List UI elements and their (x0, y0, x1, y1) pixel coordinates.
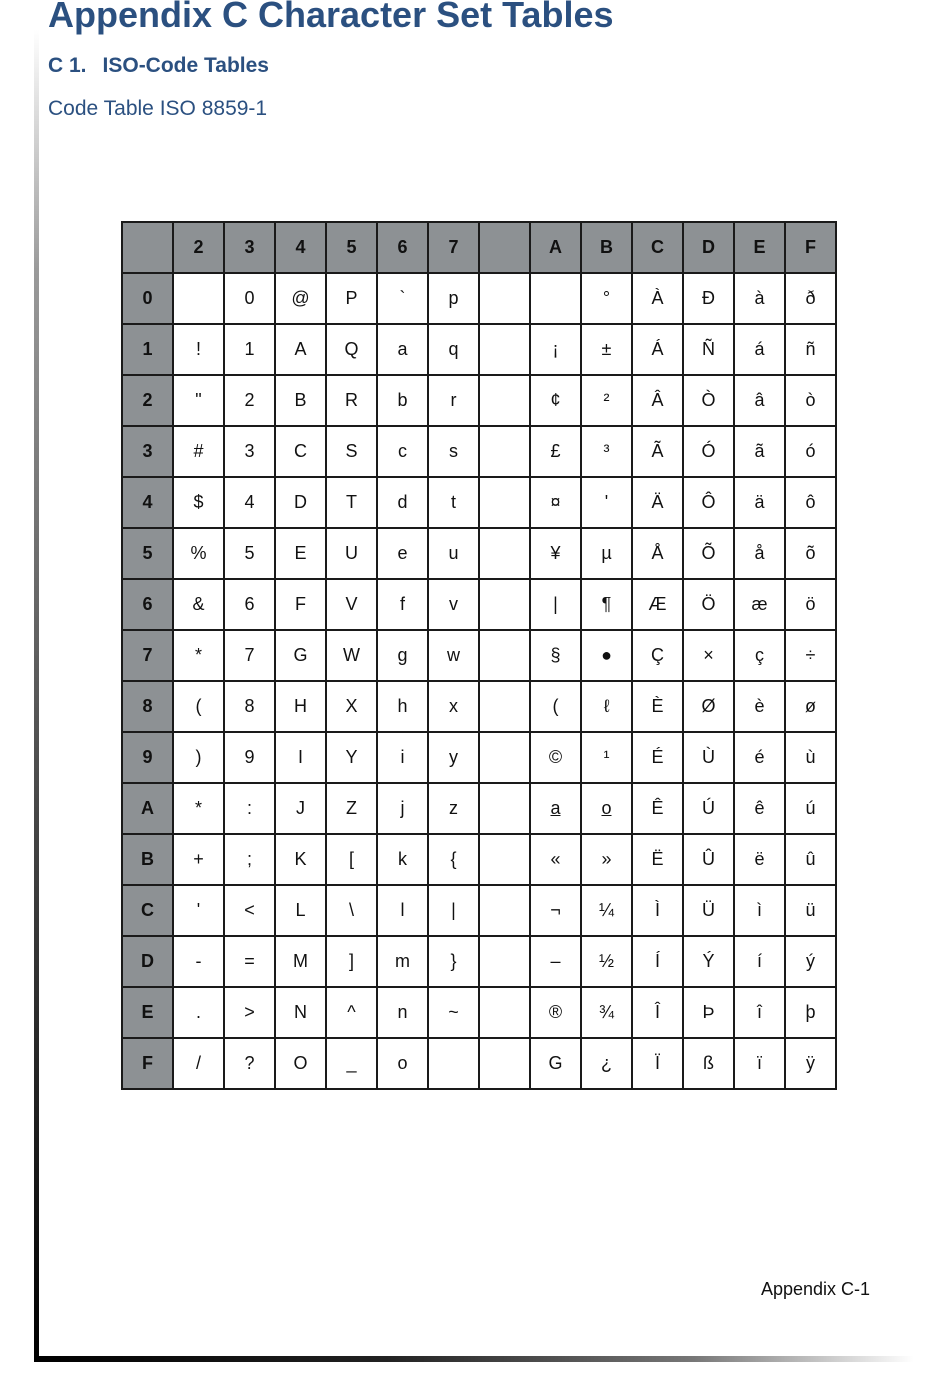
char-cell: a (377, 324, 428, 375)
char-cell (173, 273, 224, 324)
column-header: F (785, 222, 836, 273)
row-header: E (122, 987, 173, 1038)
row-header: D (122, 936, 173, 987)
char-cell: × (683, 630, 734, 681)
char-cell: < (224, 885, 275, 936)
char-cell: ^ (326, 987, 377, 1038)
char-cell: 7 (224, 630, 275, 681)
char-cell (479, 426, 530, 477)
table-row (122, 579, 836, 630)
char-cell: ó (785, 426, 836, 477)
char-cell: T (326, 477, 377, 528)
char-cell: « (530, 834, 581, 885)
char-cell: ¬ (530, 885, 581, 936)
section-heading (48, 54, 269, 78)
char-cell: . (173, 987, 224, 1038)
iso-8859-1-code-table (121, 221, 837, 1090)
row-header: 3 (122, 426, 173, 477)
char-cell: : (224, 783, 275, 834)
char-cell: Î (632, 987, 683, 1038)
char-cell: | (428, 885, 479, 936)
char-cell (479, 732, 530, 783)
corner-cell (122, 222, 173, 273)
char-cell: N (275, 987, 326, 1038)
char-cell: ² (581, 375, 632, 426)
table-row (122, 273, 836, 324)
char-cell: Í (632, 936, 683, 987)
row-header: 7 (122, 630, 173, 681)
char-cell: \ (326, 885, 377, 936)
page-footer: Appendix C-1 (761, 1279, 871, 1299)
row-header: 6 (122, 579, 173, 630)
char-cell: ÷ (785, 630, 836, 681)
char-cell: ä (734, 477, 785, 528)
char-cell: F (275, 579, 326, 630)
char-cell: G (530, 1038, 581, 1089)
char-cell: í (734, 936, 785, 987)
char-cell: ~ (428, 987, 479, 1038)
char-cell: z (428, 783, 479, 834)
char-cell: q (428, 324, 479, 375)
char-cell: + (173, 834, 224, 885)
char-cell: Ó (683, 426, 734, 477)
char-cell: " (173, 375, 224, 426)
char-cell: 1 (224, 324, 275, 375)
char-cell: 4 (224, 477, 275, 528)
char-cell: ú (785, 783, 836, 834)
char-cell: ● (581, 630, 632, 681)
char-cell: O (275, 1038, 326, 1089)
char-cell: § (530, 630, 581, 681)
column-header: 3 (224, 222, 275, 273)
char-cell: è (734, 681, 785, 732)
char-cell: t (428, 477, 479, 528)
char-cell: [ (326, 834, 377, 885)
char-cell: o (377, 1038, 428, 1089)
char-cell: r (428, 375, 479, 426)
char-cell: - (173, 936, 224, 987)
char-cell: Z (326, 783, 377, 834)
char-cell: d (377, 477, 428, 528)
char-cell: ÿ (785, 1038, 836, 1089)
char-cell: _ (326, 1038, 377, 1089)
table-row (122, 1038, 836, 1089)
char-cell: ° (581, 273, 632, 324)
char-cell: H (275, 681, 326, 732)
char-cell: Á (632, 324, 683, 375)
table-row (122, 783, 836, 834)
char-cell: 6 (224, 579, 275, 630)
char-cell: Ô (683, 477, 734, 528)
char-cell: ( (173, 681, 224, 732)
char-cell: R (326, 375, 377, 426)
char-cell: Â (632, 375, 683, 426)
char-cell: s (428, 426, 479, 477)
table-row (122, 426, 836, 477)
char-cell: 3 (224, 426, 275, 477)
char-cell: µ (581, 528, 632, 579)
row-header: F (122, 1038, 173, 1089)
char-cell: c (377, 426, 428, 477)
char-cell: I (275, 732, 326, 783)
char-cell: ü (785, 885, 836, 936)
char-cell: ' (581, 477, 632, 528)
char-cell: ¶ (581, 579, 632, 630)
char-cell: å (734, 528, 785, 579)
char-cell: 0 (224, 273, 275, 324)
char-cell: ì (734, 885, 785, 936)
char-cell: ± (581, 324, 632, 375)
char-cell: É (632, 732, 683, 783)
char-cell: L (275, 885, 326, 936)
char-cell: £ (530, 426, 581, 477)
char-cell: m (377, 936, 428, 987)
char-cell: Ý (683, 936, 734, 987)
char-cell: @ (275, 273, 326, 324)
char-cell: } (428, 936, 479, 987)
char-cell: * (173, 630, 224, 681)
char-cell: n (377, 987, 428, 1038)
char-cell: Q (326, 324, 377, 375)
char-cell: ¡ (530, 324, 581, 375)
char-cell: ß (683, 1038, 734, 1089)
table-header-row (122, 222, 836, 273)
row-header: C (122, 885, 173, 936)
char-cell: B (275, 375, 326, 426)
char-cell: ö (785, 579, 836, 630)
table-row (122, 885, 836, 936)
char-cell (530, 273, 581, 324)
column-header: D (683, 222, 734, 273)
char-cell: Ü (683, 885, 734, 936)
char-cell: ô (785, 477, 836, 528)
char-cell: õ (785, 528, 836, 579)
column-header: 5 (326, 222, 377, 273)
page-title: Appendix C Character Set Tables (48, 0, 614, 35)
column-header (479, 222, 530, 273)
char-cell (479, 783, 530, 834)
char-cell: ℓ (581, 681, 632, 732)
char-cell: > (224, 987, 275, 1038)
table-row (122, 834, 836, 885)
char-cell: ; (224, 834, 275, 885)
char-cell: 9 (224, 732, 275, 783)
table-row (122, 477, 836, 528)
char-cell: ¼ (581, 885, 632, 936)
char-cell: y (428, 732, 479, 783)
table-row (122, 324, 836, 375)
char-cell: P (326, 273, 377, 324)
char-cell (479, 1038, 530, 1089)
char-cell: G (275, 630, 326, 681)
char-cell: j (377, 783, 428, 834)
char-cell: { (428, 834, 479, 885)
char-cell: X (326, 681, 377, 732)
bottom-border-bar (34, 1356, 914, 1362)
char-cell: Ì (632, 885, 683, 936)
char-cell: æ (734, 579, 785, 630)
char-cell: D (275, 477, 326, 528)
row-header: 0 (122, 273, 173, 324)
char-cell: » (581, 834, 632, 885)
char-cell: ð (785, 273, 836, 324)
column-header: B (581, 222, 632, 273)
table-row (122, 528, 836, 579)
row-header: 5 (122, 528, 173, 579)
char-cell: þ (785, 987, 836, 1038)
char-cell: ñ (785, 324, 836, 375)
char-cell: ë (734, 834, 785, 885)
char-cell: î (734, 987, 785, 1038)
char-cell: v (428, 579, 479, 630)
char-cell: U (326, 528, 377, 579)
char-cell: Ò (683, 375, 734, 426)
char-cell: Ñ (683, 324, 734, 375)
char-cell: g (377, 630, 428, 681)
char-cell: Ö (683, 579, 734, 630)
char-cell: ý (785, 936, 836, 987)
char-cell: ¤ (530, 477, 581, 528)
table-row (122, 630, 836, 681)
char-cell: M (275, 936, 326, 987)
char-cell: ] (326, 936, 377, 987)
char-cell: k (377, 834, 428, 885)
char-cell: Ø (683, 681, 734, 732)
char-cell: ` (377, 273, 428, 324)
char-cell: p (428, 273, 479, 324)
char-cell: Y (326, 732, 377, 783)
row-header: A (122, 783, 173, 834)
char-cell: ? (224, 1038, 275, 1089)
char-cell: Ã (632, 426, 683, 477)
char-cell (479, 477, 530, 528)
char-cell: Ê (632, 783, 683, 834)
table-row (122, 987, 836, 1038)
char-cell: ø (785, 681, 836, 732)
column-header: A (530, 222, 581, 273)
char-cell: 8 (224, 681, 275, 732)
char-cell: ³ (581, 426, 632, 477)
char-cell: V (326, 579, 377, 630)
char-cell: é (734, 732, 785, 783)
char-cell: ' (173, 885, 224, 936)
char-cell: ¾ (581, 987, 632, 1038)
char-cell: E (275, 528, 326, 579)
row-header: 4 (122, 477, 173, 528)
char-cell: h (377, 681, 428, 732)
row-header: B (122, 834, 173, 885)
section-title: ISO-Code Tables (102, 54, 269, 77)
char-cell: = (224, 936, 275, 987)
char-cell: ¥ (530, 528, 581, 579)
char-cell: $ (173, 477, 224, 528)
char-cell: l (377, 885, 428, 936)
row-header: 9 (122, 732, 173, 783)
char-cell: w (428, 630, 479, 681)
table-row (122, 936, 836, 987)
char-cell: û (785, 834, 836, 885)
char-cell: / (173, 1038, 224, 1089)
char-cell: 5 (224, 528, 275, 579)
char-cell (479, 528, 530, 579)
char-cell: ç (734, 630, 785, 681)
char-cell: o (581, 783, 632, 834)
char-cell: W (326, 630, 377, 681)
char-cell: b (377, 375, 428, 426)
row-header: 1 (122, 324, 173, 375)
char-cell: J (275, 783, 326, 834)
char-cell: ¹ (581, 732, 632, 783)
char-cell: à (734, 273, 785, 324)
char-cell: Æ (632, 579, 683, 630)
char-cell: | (530, 579, 581, 630)
char-cell: Ï (632, 1038, 683, 1089)
char-cell: ¿ (581, 1038, 632, 1089)
section-number: C 1. (48, 54, 87, 77)
char-cell: ¢ (530, 375, 581, 426)
char-cell: f (377, 579, 428, 630)
char-cell: ã (734, 426, 785, 477)
char-cell: Û (683, 834, 734, 885)
char-cell: ) (173, 732, 224, 783)
char-cell: a (530, 783, 581, 834)
char-cell: © (530, 732, 581, 783)
row-header: 2 (122, 375, 173, 426)
char-cell: Þ (683, 987, 734, 1038)
char-cell: & (173, 579, 224, 630)
table-title: Code Table ISO 8859-1 (48, 97, 268, 120)
char-cell: À (632, 273, 683, 324)
char-cell: e (377, 528, 428, 579)
char-cell: A (275, 324, 326, 375)
char-cell: ê (734, 783, 785, 834)
column-header: 6 (377, 222, 428, 273)
char-cell (479, 987, 530, 1038)
column-header: 2 (173, 222, 224, 273)
char-cell: ù (785, 732, 836, 783)
char-cell: ò (785, 375, 836, 426)
column-header: E (734, 222, 785, 273)
char-cell: C (275, 426, 326, 477)
char-cell: K (275, 834, 326, 885)
char-cell: Ä (632, 477, 683, 528)
column-header: C (632, 222, 683, 273)
char-cell (479, 936, 530, 987)
column-header: 4 (275, 222, 326, 273)
row-header: 8 (122, 681, 173, 732)
char-cell (479, 579, 530, 630)
char-cell: Đ (683, 273, 734, 324)
table-row (122, 375, 836, 426)
char-cell: S (326, 426, 377, 477)
char-cell (479, 324, 530, 375)
table-row (122, 681, 836, 732)
column-header: 7 (428, 222, 479, 273)
char-cell: – (530, 936, 581, 987)
char-cell (479, 834, 530, 885)
char-cell (428, 1038, 479, 1089)
char-cell: Ú (683, 783, 734, 834)
char-cell: Ë (632, 834, 683, 885)
char-cell (479, 681, 530, 732)
table-row (122, 732, 836, 783)
char-cell: x (428, 681, 479, 732)
char-cell: Å (632, 528, 683, 579)
char-cell: ( (530, 681, 581, 732)
char-cell: * (173, 783, 224, 834)
char-cell: 2 (224, 375, 275, 426)
char-cell (479, 375, 530, 426)
char-cell: u (428, 528, 479, 579)
char-cell: i (377, 732, 428, 783)
char-cell: Õ (683, 528, 734, 579)
char-cell: È (632, 681, 683, 732)
char-cell: ï (734, 1038, 785, 1089)
left-border-bar (34, 30, 39, 1362)
char-cell: â (734, 375, 785, 426)
char-cell: # (173, 426, 224, 477)
char-cell: ® (530, 987, 581, 1038)
char-cell: ! (173, 324, 224, 375)
char-cell: á (734, 324, 785, 375)
char-cell (479, 273, 530, 324)
char-cell: ½ (581, 936, 632, 987)
char-cell: % (173, 528, 224, 579)
char-cell: Ç (632, 630, 683, 681)
char-cell: Ù (683, 732, 734, 783)
char-cell (479, 885, 530, 936)
char-cell (479, 630, 530, 681)
